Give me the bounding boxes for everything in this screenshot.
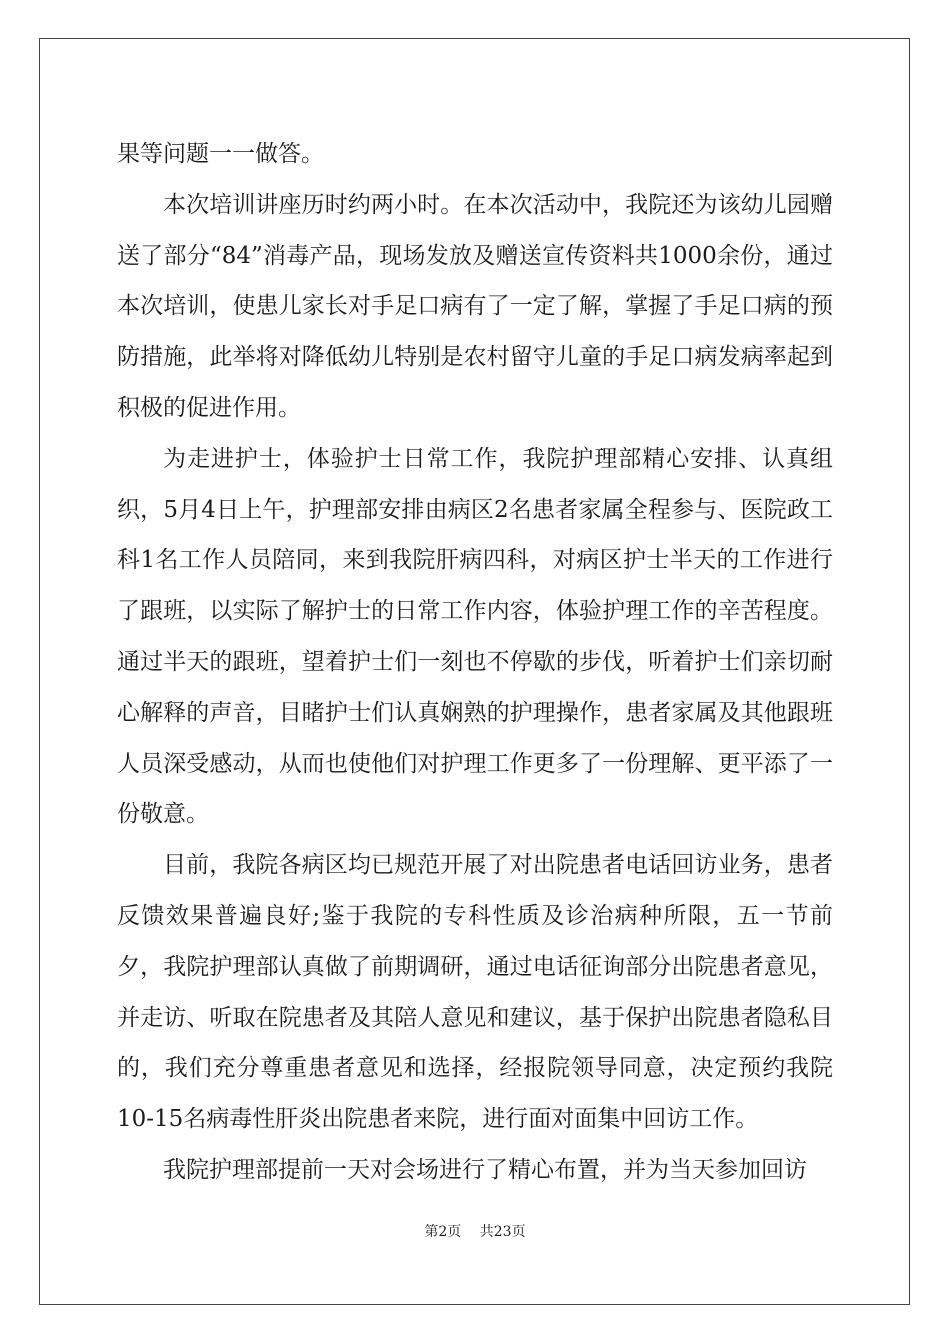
paragraph-nurse-experience: 为走进护士，体验护士日常工作，我院护理部精心安排、认真组织，5月4日上午，护理部安排由病区2名患者家属全程参与、医院政工科1名工作人员陪同，来到我院肝病四科，对病区护士半天的工作进行了跟班，以实际了解护士的日常工作内容，体验护理工作的辛苦程度。通过半天的跟班，望着护士们一刻也不停歇的步伐，听着护士们亲切耐心解释的声音，目睹护士们认真娴熟的护理操作，患者家属及其他跟班人员深受感动，从而也使他们对护理工作更多了一份理解、更平添了一份敬意。	[117, 445, 833, 828]
paragraph-venue-preparation: 我院护理部提前一天对会场进行了精心布置，并为当天参加回访	[163, 1156, 807, 1183]
document-body	[117, 129, 833, 1196]
paragraph-continuation: 果等问题一一做答。	[117, 141, 324, 167]
paragraph-follow-up-visits: 目前，我院各病区均已规范开展了对出院患者电话回访业务，患者反馈效果普遍良好;鉴于我院的专科性质及诊治病种所限，五一节前夕，我院护理部认真做了前期调研，通过电话征询部分出院患者意见，并走访、听取在院患者及其陪人意见和建议，基于保护出院患者隐私目的，我们充分尊重患者意见和选择，经报院领导同意，决定预约我院10-15名病毒性肝炎出院患者来院，进行面对面集中回访工作。	[117, 852, 833, 1133]
page-total: 共23页	[479, 1224, 526, 1240]
page-footer	[0, 1221, 950, 1241]
page-number: 第2页	[424, 1224, 462, 1240]
paragraph-training-summary: 本次培训讲座历时约两小时。在本次活动中，我院还为该幼儿园赠送了部分“84”消毒产品，现场发放及赠送宣传资料共1000余份，通过本次培训，使患儿家长对手足口病有了一定了解，掌握了手足口病的预防措施，此举将对降低幼儿特别是农村留守儿童的手足口病发病率起到积极的促进作用。	[117, 191, 833, 421]
